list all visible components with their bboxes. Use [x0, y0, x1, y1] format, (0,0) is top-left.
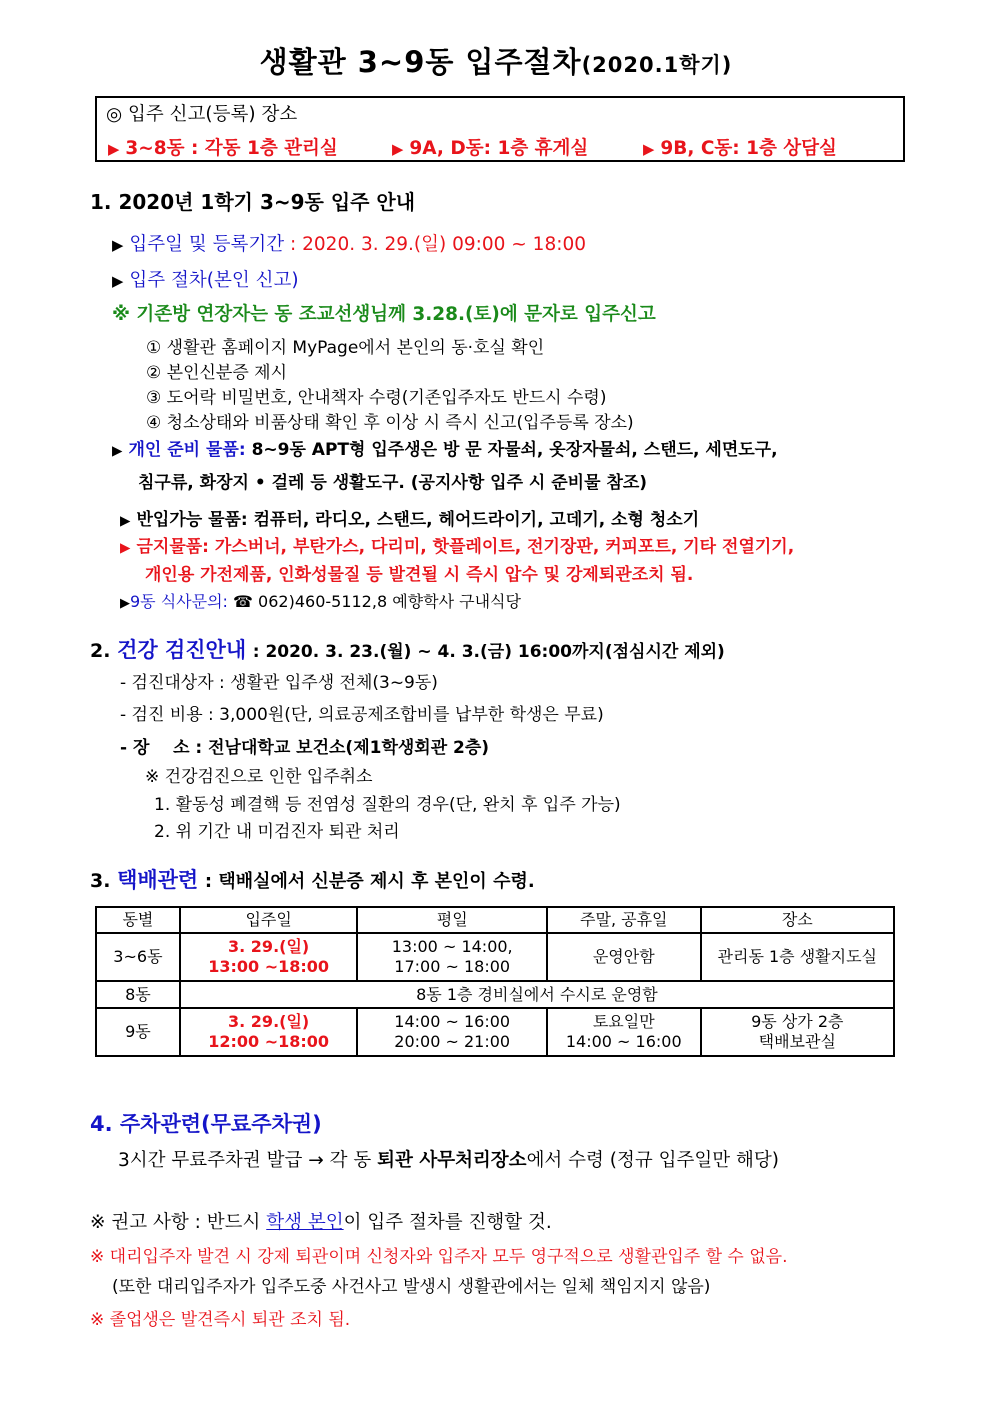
- recommendation-note: ※ 권고 사항 : 반드시 학생 본인이 입주 절차를 진행할 것.: [90, 1212, 552, 1233]
- location-heading: ◎ 입주 신고(등록) 장소: [106, 104, 298, 125]
- header-cell: 평일: [357, 907, 547, 933]
- step-1: ① 생활관 홈페이지 MyPage에서 본인의 동·호실 확인: [146, 338, 545, 358]
- checkup-cancel-1: 1. 활동성 폐결핵 등 전염성 질환의 경우(단, 완치 후 입주 가능): [154, 795, 621, 815]
- triangle-icon: ▶: [120, 596, 130, 611]
- cell-dong: 8동: [96, 981, 180, 1008]
- cell-weekday: 14:00 ~ 16:00 20:00 ~ 21:00: [357, 1008, 547, 1056]
- cell-place: 관리동 1층 생활지도실: [701, 933, 894, 981]
- table-header-row: [96, 907, 894, 933]
- table-row: [96, 933, 894, 981]
- banned-items-2: 개인용 가전제품, 인화성물질 등 발견될 시 즉시 압수 및 강제퇴관조치 됨.: [145, 565, 694, 585]
- triangle-icon: ▶: [120, 540, 131, 556]
- cell-move-in: 3. 29.(일) 12:00 ~18:00: [180, 1008, 358, 1056]
- move-in-period: ▶ 입주일 및 등록기간 : 2020. 3. 29.(일) 09:00 ~ 18:00: [112, 234, 587, 255]
- parking-text: 3시간 무료주차권 발급 → 각 동 퇴관 사무처리장소에서 수령 (정규 입주일만 해당): [118, 1150, 779, 1171]
- triangle-icon: ▶: [112, 273, 124, 290]
- banned-items: ▶ 금지물품: 가스버너, 부탄가스, 다리미, 핫플레이트, 전기장판, 커피포트, 기타 전열기기,: [120, 537, 795, 557]
- section4-heading: 4. 주차관련(무료주차권): [90, 1112, 322, 1136]
- location-item-1: ▶ 3~8동 : 각동 1층 관리실: [108, 138, 338, 159]
- section1-heading: 1. 2020년 1학기 3~9동 입주 안내: [90, 190, 416, 214]
- parcel-schedule-table: [95, 906, 895, 1057]
- table-row: [96, 1008, 894, 1056]
- step-4: ④ 청소상태와 비품상태 확인 후 이상 시 즉시 신고(입주등록 장소): [146, 413, 634, 433]
- cell-weekend: 토요일만 14:00 ~ 16:00: [547, 1008, 701, 1056]
- triangle-icon: ▶: [112, 443, 123, 459]
- triangle-icon: ▶: [120, 513, 131, 529]
- triangle-icon: ▶: [643, 141, 655, 158]
- move-in-procedure: ▶ 입주 절차(본인 신고): [112, 270, 299, 291]
- cell-move-in: 3. 29.(일) 13:00 ~18:00: [180, 933, 358, 981]
- cell-weekend: 운영안함: [547, 933, 701, 981]
- cell-dong: 3~6동: [96, 933, 180, 981]
- step-3: ③ 도어락 비밀번호, 안내책자 수령(기존입주자도 반드시 수령): [146, 388, 607, 408]
- page-title: [0, 40, 992, 81]
- header-cell: 주말, 공휴일: [547, 907, 701, 933]
- triangle-icon: ▶: [108, 141, 120, 158]
- cell-weekday: 13:00 ~ 14:00, 17:00 ~ 18:00: [357, 933, 547, 981]
- student-self-link: 학생 본인: [266, 1212, 344, 1233]
- table-row: [96, 981, 894, 1008]
- graduate-warning: ※ 졸업생은 발견즉시 퇴관 조치 됨.: [90, 1310, 351, 1330]
- step-2: ② 본인신분증 제시: [146, 363, 288, 383]
- personal-items-2: 침구류, 화장지 • 걸레 등 생활도구. (공지사항 입주 시 준비물 참조): [138, 473, 648, 493]
- title-main: 생활관 3~9동 입주절차: [259, 45, 582, 79]
- location-item-2: ▶ 9A, D동: 1층 휴게실: [392, 138, 589, 159]
- personal-items: ▶ 개인 준비 물품: 8~9동 APT형 입주생은 방 문 자물쇠, 옷장자물쇠, 스탠드, 세면도구,: [112, 440, 778, 460]
- checkup-cost: - 검진 비용 : 3,000원(단, 의료공제조합비를 납부한 학생은 무료): [120, 705, 604, 725]
- header-cell: 장소: [701, 907, 894, 933]
- checkup-cancel-heading: ※ 건강검진으로 인한 입주취소: [145, 767, 373, 787]
- meal-inquiry: ▶9동 식사문의: ☎ 062)460-5112,8 예향학사 구내식당: [120, 592, 521, 611]
- cell-place: 9동 상가 2층 택배보관실: [701, 1008, 894, 1056]
- section3-heading: 3. 택배관련 : 택배실에서 신분증 제시 후 본인이 수령.: [90, 868, 535, 892]
- location-item-3: ▶ 9B, C동: 1층 상담실: [643, 138, 837, 159]
- extension-note: ※ 기존방 연장자는 동 조교선생님께 3.28.(토)에 문자로 입주신고: [112, 304, 656, 325]
- cell-merged: 8동 1층 경비실에서 수시로 운영함: [180, 981, 894, 1008]
- header-cell: 동별: [96, 907, 180, 933]
- triangle-icon: ▶: [112, 237, 124, 254]
- checkup-cancel-2: 2. 위 기간 내 미검진자 퇴관 처리: [154, 822, 400, 842]
- checkup-place: - 장 소 : 전남대학교 보건소(제1학생회관 2층): [120, 738, 490, 758]
- triangle-icon: ▶: [392, 141, 404, 158]
- section2-heading: 2. 건강 검진안내 : 2020. 3. 23.(월) ~ 4. 3.(금) 16:00까지(점심시간 제외): [90, 638, 725, 662]
- cell-dong: 9동: [96, 1008, 180, 1056]
- header-cell: 입주일: [180, 907, 358, 933]
- proxy-warning-2: (또한 대리입주자가 입주도중 사건사고 발생시 생활관에서는 일체 책임지지 않음): [112, 1277, 711, 1297]
- allowed-items: ▶ 반입가능 물품: 컴퓨터, 라디오, 스탠드, 헤어드라이기, 고데기, 소형 청소기: [120, 510, 700, 530]
- proxy-warning: ※ 대리입주자 발견 시 강제 퇴관이며 신청자와 입주자 모두 영구적으로 생활관입주 할 수 없음.: [90, 1247, 788, 1267]
- checkup-target: - 검진대상자 : 생활관 입주생 전체(3~9동): [120, 673, 438, 693]
- title-sub: (2020.1학기): [581, 53, 733, 77]
